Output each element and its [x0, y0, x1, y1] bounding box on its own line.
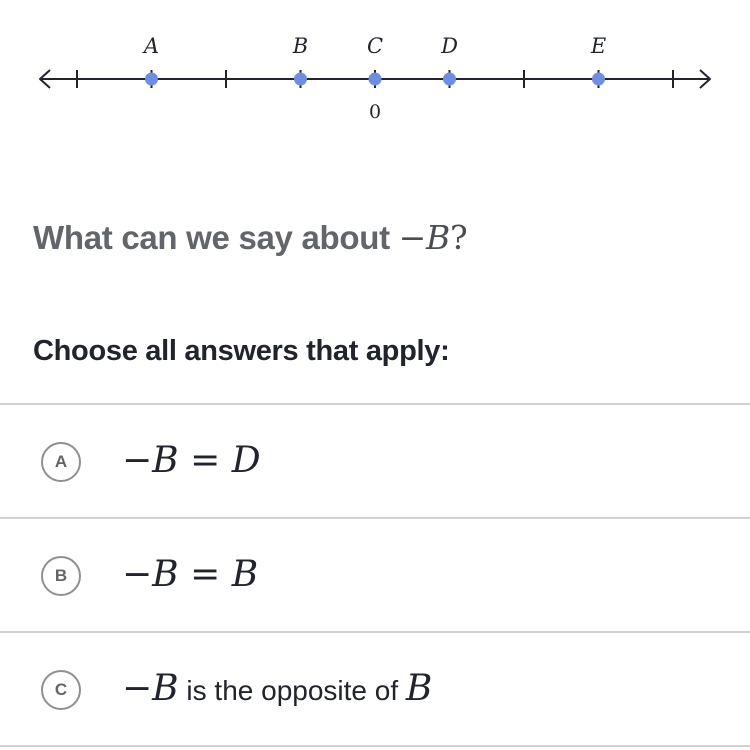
question-text: [33, 218, 467, 257]
instructions: Choose all answers that apply:: [33, 335, 450, 367]
choice-minus: −: [122, 440, 153, 481]
choice-badge[interactable]: B: [41, 556, 81, 596]
question-suffix: ?: [449, 218, 468, 257]
choice-badge[interactable]: C: [41, 670, 81, 710]
choice-content: [122, 439, 261, 481]
zero-label: 0: [368, 101, 382, 123]
question-minus: −: [398, 218, 427, 257]
choice-rhs: B: [231, 554, 259, 595]
point-label-c: C: [366, 34, 384, 58]
choice-lhs: B: [152, 554, 179, 595]
choice-a[interactable]: [0, 403, 750, 517]
choice-lhs: B: [152, 440, 179, 481]
point-e: [592, 73, 605, 86]
choice-minus: −: [122, 554, 153, 595]
point-c: [369, 73, 382, 86]
number-line: [0, 0, 750, 140]
choice-lhs: B: [152, 668, 179, 709]
choice-equals: =: [178, 554, 232, 595]
choice-minus: −: [122, 668, 153, 709]
point-d: [443, 73, 456, 86]
point-label-d: D: [441, 34, 458, 58]
choice-equals: =: [178, 440, 232, 481]
point-label-b: B: [292, 34, 309, 58]
choice-b[interactable]: [0, 517, 750, 631]
point-a: [145, 73, 158, 86]
choice-text: is the opposite of: [178, 675, 406, 706]
question-variable: B: [426, 218, 450, 257]
choice-badge[interactable]: A: [41, 442, 81, 482]
choice-content: [122, 553, 258, 595]
question-math: [399, 218, 468, 257]
point-label-a: A: [143, 34, 160, 58]
question-prefix: What can we say about: [33, 219, 399, 256]
point-b: [294, 73, 307, 86]
point-label-e: E: [590, 34, 607, 58]
choice-content: [122, 667, 432, 709]
choice-rhs: B: [405, 668, 433, 709]
choice-c[interactable]: [0, 631, 750, 747]
choice-rhs: D: [231, 440, 261, 481]
